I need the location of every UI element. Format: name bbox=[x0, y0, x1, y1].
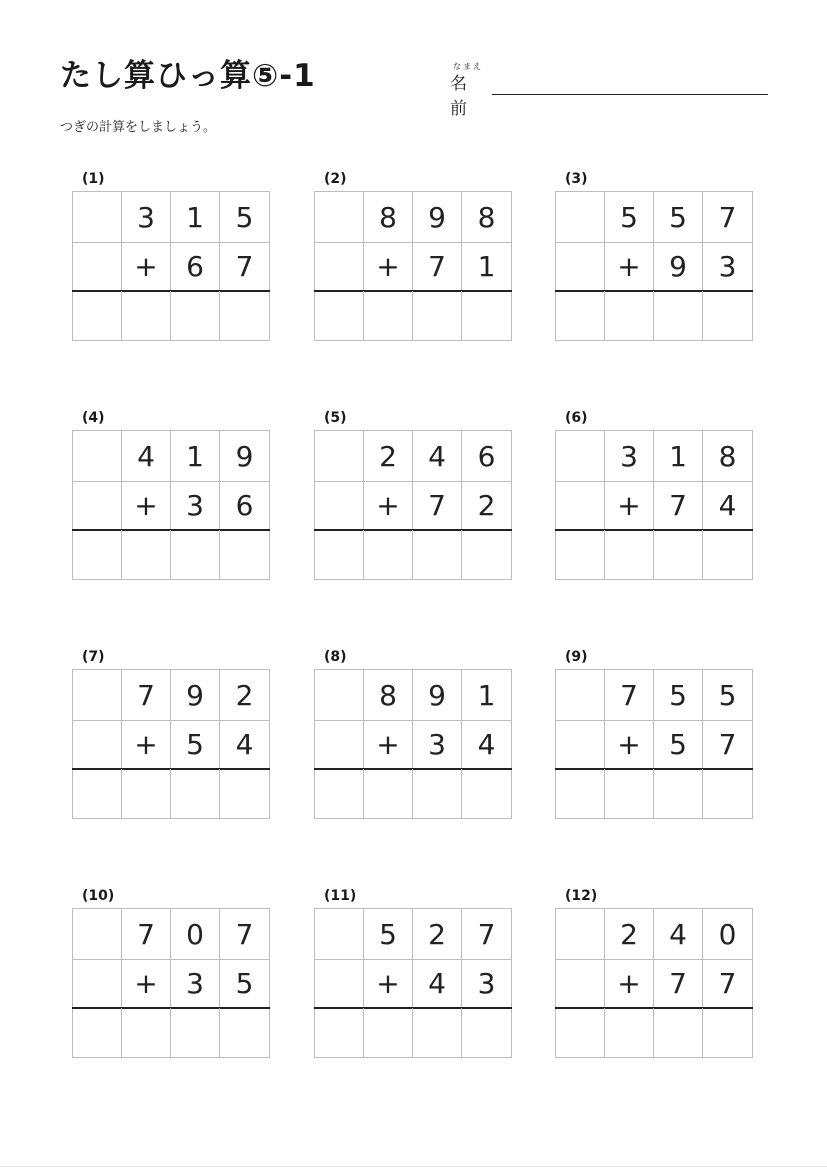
answer-row bbox=[315, 530, 511, 580]
calculation-grid bbox=[72, 191, 270, 341]
digit-cell: 7 bbox=[654, 480, 703, 530]
addend-row bbox=[315, 958, 511, 1008]
addend-row bbox=[73, 670, 269, 721]
answer-cell[interactable] bbox=[122, 1008, 171, 1058]
problem-number: (12) bbox=[565, 888, 598, 904]
empty-cell bbox=[556, 958, 605, 1008]
answer-cell[interactable] bbox=[605, 291, 654, 341]
problem-number: (6) bbox=[565, 410, 588, 426]
answer-cell[interactable] bbox=[413, 769, 462, 819]
addend-row bbox=[556, 241, 752, 291]
answer-cell[interactable] bbox=[462, 530, 511, 580]
answer-cell[interactable] bbox=[556, 1008, 605, 1058]
answer-cell[interactable] bbox=[315, 769, 364, 819]
answer-cell[interactable] bbox=[220, 291, 269, 341]
empty-cell bbox=[556, 192, 605, 242]
addend-row bbox=[73, 480, 269, 530]
digit-cell: 6 bbox=[171, 241, 220, 291]
calculation-grid bbox=[72, 430, 270, 580]
answer-cell[interactable] bbox=[413, 530, 462, 580]
digit-cell: 7 bbox=[654, 958, 703, 1008]
empty-cell bbox=[315, 431, 364, 481]
digit-cell: 8 bbox=[364, 670, 413, 720]
digit-cell: 7 bbox=[122, 670, 171, 720]
digit-cell: 6 bbox=[235, 488, 254, 522]
digit-cell: 5 bbox=[654, 719, 703, 769]
empty-cell bbox=[73, 480, 122, 530]
addend-row bbox=[73, 719, 269, 769]
answer-cell[interactable] bbox=[171, 769, 220, 819]
digit-cell: + bbox=[122, 958, 171, 1008]
digit-cell: 7 bbox=[605, 670, 654, 720]
digit-cell: + bbox=[364, 480, 413, 530]
addend-row bbox=[315, 719, 511, 769]
digit-cell: 8 bbox=[718, 439, 737, 473]
digit-cell: 3 bbox=[605, 431, 654, 481]
addend-row bbox=[556, 192, 752, 243]
answer-row bbox=[315, 291, 511, 341]
empty-cell bbox=[315, 958, 364, 1008]
calculation-grid bbox=[314, 191, 512, 341]
addend-row bbox=[556, 719, 752, 769]
answer-cell[interactable] bbox=[654, 530, 703, 580]
answer-cell[interactable] bbox=[315, 291, 364, 341]
problem-number: (7) bbox=[82, 649, 105, 665]
digit-cell: 5 bbox=[364, 909, 413, 959]
digit-cell: + bbox=[605, 480, 654, 530]
empty-cell bbox=[73, 909, 122, 959]
digit-cell: 7 bbox=[413, 480, 462, 530]
answer-cell[interactable] bbox=[654, 291, 703, 341]
answer-row bbox=[73, 1008, 269, 1058]
answer-row bbox=[315, 769, 511, 819]
answer-cell[interactable] bbox=[171, 291, 220, 341]
digit-cell: 2 bbox=[235, 678, 254, 712]
answer-cell[interactable] bbox=[364, 769, 413, 819]
digit-cell: 0 bbox=[171, 909, 220, 959]
empty-cell bbox=[73, 431, 122, 481]
digit-cell: + bbox=[364, 958, 413, 1008]
addend-row bbox=[73, 241, 269, 291]
digit-cell: 2 bbox=[605, 909, 654, 959]
calculation-grid bbox=[314, 430, 512, 580]
addend-row bbox=[315, 192, 511, 243]
problem-10 bbox=[72, 888, 272, 1073]
digit-cell: + bbox=[364, 719, 413, 769]
digit-cell: 3 bbox=[171, 480, 220, 530]
digit-cell: 0 bbox=[718, 917, 737, 951]
answer-cell[interactable] bbox=[703, 291, 752, 341]
digit-cell: 9 bbox=[235, 439, 254, 473]
calculation-grid bbox=[555, 908, 753, 1058]
calculation-grid bbox=[314, 669, 512, 819]
answer-cell[interactable] bbox=[605, 1008, 654, 1058]
digit-cell: 5 bbox=[654, 670, 703, 720]
calculation-grid bbox=[555, 430, 753, 580]
digit-cell: 9 bbox=[413, 670, 462, 720]
name-ruby: なまえ bbox=[453, 62, 483, 71]
empty-cell bbox=[73, 241, 122, 291]
answer-cell[interactable] bbox=[220, 530, 269, 580]
answer-cell[interactable] bbox=[462, 769, 511, 819]
answer-row bbox=[73, 530, 269, 580]
answer-cell[interactable] bbox=[703, 1008, 752, 1058]
answer-row bbox=[556, 1008, 752, 1058]
answer-cell[interactable] bbox=[220, 769, 269, 819]
problem-number: (10) bbox=[82, 888, 115, 904]
addend-row bbox=[315, 480, 511, 530]
problem-11 bbox=[314, 888, 514, 1073]
digit-cell: 7 bbox=[235, 917, 254, 951]
problem-number: (4) bbox=[82, 410, 105, 426]
digit-cell: 5 bbox=[235, 200, 254, 234]
empty-cell bbox=[556, 241, 605, 291]
answer-cell[interactable] bbox=[605, 530, 654, 580]
answer-cell[interactable] bbox=[703, 530, 752, 580]
answer-cell[interactable] bbox=[462, 291, 511, 341]
answer-cell[interactable] bbox=[364, 291, 413, 341]
digit-cell: 3 bbox=[122, 192, 171, 242]
answer-cell[interactable] bbox=[556, 769, 605, 819]
digit-cell: + bbox=[122, 480, 171, 530]
answer-cell[interactable] bbox=[556, 530, 605, 580]
problem-1 bbox=[72, 171, 272, 356]
answer-row bbox=[73, 291, 269, 341]
empty-cell bbox=[73, 719, 122, 769]
addend-row bbox=[556, 431, 752, 482]
answer-cell[interactable] bbox=[413, 291, 462, 341]
digit-cell: 8 bbox=[364, 192, 413, 242]
digit-cell: 5 bbox=[235, 966, 254, 1000]
problem-number: (11) bbox=[324, 888, 357, 904]
calculation-grid bbox=[72, 908, 270, 1058]
answer-cell[interactable] bbox=[315, 1008, 364, 1058]
digit-cell: 9 bbox=[654, 241, 703, 291]
problem-number: (2) bbox=[324, 171, 347, 187]
answer-cell[interactable] bbox=[73, 769, 122, 819]
empty-cell bbox=[315, 670, 364, 720]
problem-8 bbox=[314, 649, 514, 834]
problem-6 bbox=[555, 410, 755, 595]
problem-12 bbox=[555, 888, 755, 1073]
digit-cell: 1 bbox=[477, 249, 496, 283]
digit-cell: 9 bbox=[171, 670, 220, 720]
digit-cell: 5 bbox=[718, 678, 737, 712]
problem-4 bbox=[72, 410, 272, 595]
empty-cell bbox=[315, 909, 364, 959]
digit-cell: 4 bbox=[477, 727, 496, 761]
addend-row bbox=[315, 670, 511, 721]
answer-cell[interactable] bbox=[122, 769, 171, 819]
empty-cell bbox=[556, 670, 605, 720]
digit-cell: 7 bbox=[122, 909, 171, 959]
problem-number: (1) bbox=[82, 171, 105, 187]
answer-row bbox=[73, 769, 269, 819]
digit-cell: 3 bbox=[413, 719, 462, 769]
addend-row bbox=[73, 958, 269, 1008]
addend-row bbox=[556, 670, 752, 721]
empty-cell bbox=[73, 958, 122, 1008]
answer-cell[interactable] bbox=[654, 769, 703, 819]
digit-cell: 8 bbox=[477, 200, 496, 234]
name-label: 名前 bbox=[450, 74, 467, 119]
empty-cell bbox=[556, 909, 605, 959]
digit-cell: 6 bbox=[477, 439, 496, 473]
answer-cell[interactable] bbox=[462, 1008, 511, 1058]
digit-cell: 4 bbox=[718, 488, 737, 522]
digit-cell: 4 bbox=[654, 909, 703, 959]
empty-cell bbox=[315, 241, 364, 291]
addend-row bbox=[315, 909, 511, 960]
addend-row bbox=[73, 192, 269, 243]
digit-cell: 7 bbox=[718, 727, 737, 761]
calculation-grid bbox=[314, 908, 512, 1058]
problem-2 bbox=[314, 171, 514, 356]
empty-cell bbox=[73, 670, 122, 720]
digit-cell: 1 bbox=[171, 192, 220, 242]
digit-cell: 9 bbox=[413, 192, 462, 242]
empty-cell bbox=[315, 480, 364, 530]
page-bottom-rule bbox=[0, 1166, 827, 1167]
answer-cell[interactable] bbox=[703, 769, 752, 819]
digit-cell: 7 bbox=[235, 249, 254, 283]
addend-row bbox=[315, 431, 511, 482]
answer-cell[interactable] bbox=[654, 1008, 703, 1058]
calculation-grid bbox=[555, 191, 753, 341]
digit-cell: 5 bbox=[605, 192, 654, 242]
digit-cell: 3 bbox=[477, 966, 496, 1000]
digit-cell: 3 bbox=[718, 249, 737, 283]
problem-9 bbox=[555, 649, 755, 834]
empty-cell bbox=[556, 431, 605, 481]
problem-number: (9) bbox=[565, 649, 588, 665]
answer-cell[interactable] bbox=[122, 530, 171, 580]
digit-cell: 3 bbox=[171, 958, 220, 1008]
empty-cell bbox=[315, 719, 364, 769]
digit-cell: 4 bbox=[413, 958, 462, 1008]
answer-cell[interactable] bbox=[73, 530, 122, 580]
answer-cell[interactable] bbox=[364, 1008, 413, 1058]
answer-cell[interactable] bbox=[171, 1008, 220, 1058]
problem-number: (8) bbox=[324, 649, 347, 665]
digit-cell: + bbox=[364, 241, 413, 291]
empty-cell bbox=[315, 192, 364, 242]
calculation-grid bbox=[555, 669, 753, 819]
addend-row bbox=[556, 480, 752, 530]
worksheet-title: たし算ひっ算⑤-1 bbox=[60, 58, 316, 94]
problem-3 bbox=[555, 171, 755, 356]
instruction-text: つぎの計算をしましょう。 bbox=[60, 120, 217, 135]
name-write-line[interactable] bbox=[492, 94, 768, 95]
digit-cell: + bbox=[605, 719, 654, 769]
digit-cell: + bbox=[605, 958, 654, 1008]
answer-row bbox=[556, 769, 752, 819]
answer-cell[interactable] bbox=[605, 769, 654, 819]
digit-cell: + bbox=[605, 241, 654, 291]
digit-cell: 1 bbox=[477, 678, 496, 712]
digit-cell: 2 bbox=[413, 909, 462, 959]
digit-cell: + bbox=[122, 241, 171, 291]
digit-cell: 7 bbox=[718, 966, 737, 1000]
digit-cell: 1 bbox=[171, 431, 220, 481]
digit-cell: 7 bbox=[413, 241, 462, 291]
digit-cell: 1 bbox=[654, 431, 703, 481]
problem-7 bbox=[72, 649, 272, 834]
problem-number: (5) bbox=[324, 410, 347, 426]
digit-cell: 4 bbox=[122, 431, 171, 481]
digit-cell: 5 bbox=[654, 192, 703, 242]
digit-cell: 5 bbox=[171, 719, 220, 769]
problem-number: (3) bbox=[565, 171, 588, 187]
problem-5 bbox=[314, 410, 514, 595]
answer-row bbox=[556, 291, 752, 341]
addend-row bbox=[315, 241, 511, 291]
addend-row bbox=[556, 909, 752, 960]
answer-cell[interactable] bbox=[73, 1008, 122, 1058]
answer-cell[interactable] bbox=[220, 1008, 269, 1058]
digit-cell: 7 bbox=[718, 200, 737, 234]
addend-row bbox=[73, 909, 269, 960]
answer-row bbox=[315, 1008, 511, 1058]
answer-cell[interactable] bbox=[413, 1008, 462, 1058]
answer-cell[interactable] bbox=[122, 291, 171, 341]
answer-row bbox=[556, 530, 752, 580]
answer-cell[interactable] bbox=[556, 291, 605, 341]
addend-row bbox=[73, 431, 269, 482]
answer-cell[interactable] bbox=[315, 530, 364, 580]
digit-cell: 4 bbox=[235, 727, 254, 761]
empty-cell bbox=[556, 480, 605, 530]
empty-cell bbox=[556, 719, 605, 769]
answer-cell[interactable] bbox=[171, 530, 220, 580]
digit-cell: 7 bbox=[477, 917, 496, 951]
digit-cell: 4 bbox=[413, 431, 462, 481]
digit-cell: 2 bbox=[477, 488, 496, 522]
answer-cell[interactable] bbox=[73, 291, 122, 341]
addend-row bbox=[556, 958, 752, 1008]
digit-cell: + bbox=[122, 719, 171, 769]
digit-cell: 2 bbox=[364, 431, 413, 481]
empty-cell bbox=[73, 192, 122, 242]
answer-cell[interactable] bbox=[364, 530, 413, 580]
calculation-grid bbox=[72, 669, 270, 819]
